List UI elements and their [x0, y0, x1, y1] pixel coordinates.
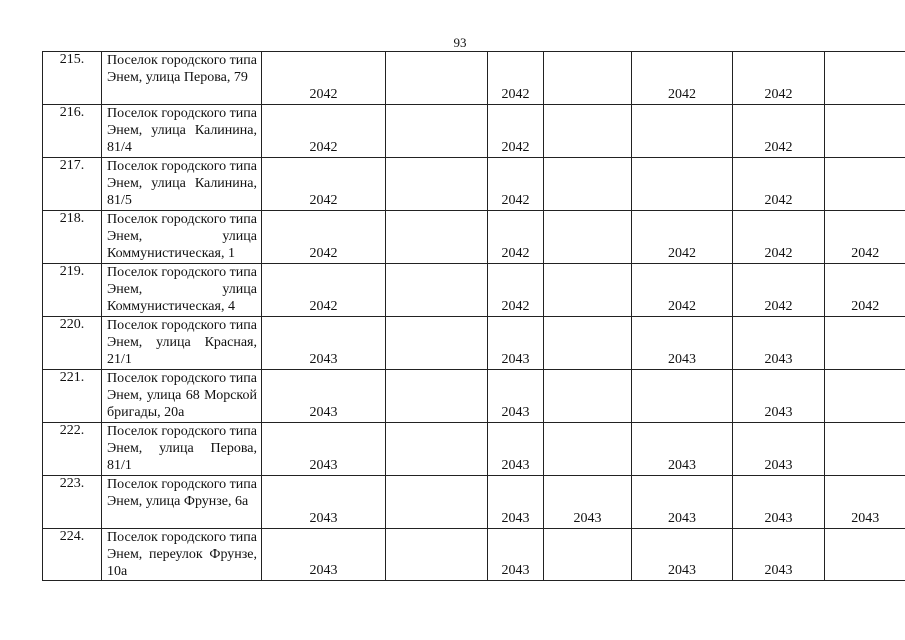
table-row	[43, 423, 905, 476]
row-number-cell: 219.	[43, 264, 102, 317]
repair-year-cell	[544, 52, 632, 105]
repair-year-cell: 2042	[632, 52, 733, 105]
table-row	[43, 529, 905, 581]
repair-year-cell: 2043	[733, 317, 825, 370]
address-cell: Поселок городского типа Энем, улица Перова, 81/1	[102, 423, 262, 476]
repair-year-cell: 2043	[632, 423, 733, 476]
row-number-cell: 223.	[43, 476, 102, 529]
repair-year-cell: 2043	[544, 476, 632, 529]
row-number-cell: 220.	[43, 317, 102, 370]
repair-year-cell: 2042	[733, 52, 825, 105]
repair-year-cell	[632, 105, 733, 158]
repair-year-cell	[544, 317, 632, 370]
table-row	[43, 211, 905, 264]
table-row	[43, 52, 905, 105]
repair-year-cell: 2043	[825, 476, 905, 529]
capital-repair-schedule-table	[42, 51, 905, 581]
address-cell: Поселок городского типа Энем, улица Коммунистическая, 1	[102, 211, 262, 264]
repair-year-cell	[544, 105, 632, 158]
repair-year-cell: 2042	[488, 105, 544, 158]
repair-year-cell	[386, 476, 488, 529]
repair-year-cell: 2043	[262, 423, 386, 476]
repair-year-cell: 2042	[733, 105, 825, 158]
repair-year-cell: 2043	[488, 423, 544, 476]
repair-year-cell: 2043	[488, 476, 544, 529]
repair-year-cell: 2042	[632, 264, 733, 317]
repair-year-cell	[825, 52, 905, 105]
repair-year-cell: 2042	[733, 264, 825, 317]
repair-year-cell: 2042	[262, 105, 386, 158]
row-number-cell: 222.	[43, 423, 102, 476]
repair-year-cell: 2043	[733, 423, 825, 476]
address-cell: Поселок городского типа Энем, улица Красная, 21/1	[102, 317, 262, 370]
table-row	[43, 264, 905, 317]
repair-year-cell: 2042	[488, 52, 544, 105]
repair-year-cell: 2042	[825, 211, 905, 264]
repair-year-cell: 2043	[733, 476, 825, 529]
address-cell: Поселок городского типа Энем, улица Перова, 79	[102, 52, 262, 105]
repair-year-cell	[386, 52, 488, 105]
repair-year-cell: 2043	[262, 317, 386, 370]
repair-year-cell: 2042	[262, 211, 386, 264]
repair-year-cell	[632, 158, 733, 211]
repair-year-cell: 2043	[488, 529, 544, 581]
page-number: 93	[453, 35, 467, 50]
table-row	[43, 370, 905, 423]
repair-year-cell: 2042	[632, 211, 733, 264]
repair-year-cell: 2043	[632, 529, 733, 581]
repair-year-cell	[544, 211, 632, 264]
repair-year-cell: 2042	[262, 52, 386, 105]
repair-year-cell: 2043	[488, 370, 544, 423]
repair-year-cell	[544, 264, 632, 317]
row-number-cell: 217.	[43, 158, 102, 211]
address-cell: Поселок городского типа Энем, переулок Фрунзе, 10а	[102, 529, 262, 581]
repair-year-cell	[544, 529, 632, 581]
table-row	[43, 317, 905, 370]
repair-year-cell	[386, 211, 488, 264]
row-number-cell: 218.	[43, 211, 102, 264]
repair-year-cell	[825, 105, 905, 158]
address-cell: Поселок городского типа Энем, улица Калинина, 81/5	[102, 158, 262, 211]
repair-year-cell: 2042	[262, 158, 386, 211]
repair-year-cell: 2043	[262, 529, 386, 581]
repair-year-cell	[386, 370, 488, 423]
repair-year-cell	[386, 529, 488, 581]
repair-year-cell: 2042	[488, 264, 544, 317]
row-number-cell: 215.	[43, 52, 102, 105]
repair-year-cell: 2042	[488, 158, 544, 211]
repair-year-cell: 2043	[262, 476, 386, 529]
repair-year-cell: 2042	[488, 211, 544, 264]
table-body	[43, 52, 905, 581]
repair-year-cell	[544, 370, 632, 423]
repair-year-cell	[544, 423, 632, 476]
row-number-cell: 224.	[43, 529, 102, 581]
row-number-cell: 216.	[43, 105, 102, 158]
repair-year-cell: 2042	[733, 211, 825, 264]
repair-year-cell: 2042	[825, 264, 905, 317]
repair-year-cell	[544, 158, 632, 211]
row-number-cell: 221.	[43, 370, 102, 423]
repair-year-cell: 2042	[262, 264, 386, 317]
repair-year-cell	[825, 423, 905, 476]
repair-year-cell: 2043	[262, 370, 386, 423]
repair-year-cell: 2043	[632, 476, 733, 529]
repair-year-cell	[386, 423, 488, 476]
repair-year-cell	[825, 158, 905, 211]
repair-year-cell	[386, 317, 488, 370]
table-row	[43, 105, 905, 158]
repair-year-cell: 2043	[733, 370, 825, 423]
repair-year-cell	[825, 370, 905, 423]
repair-year-cell: 2043	[733, 529, 825, 581]
repair-year-cell	[386, 158, 488, 211]
repair-year-cell: 2042	[733, 158, 825, 211]
address-cell: Поселок городского типа Энем, улица 68 Морской бригады, 20а	[102, 370, 262, 423]
address-cell: Поселок городского типа Энем, улица Фрунзе, 6а	[102, 476, 262, 529]
repair-year-cell	[825, 317, 905, 370]
address-cell: Поселок городского типа Энем, улица Калинина, 81/4	[102, 105, 262, 158]
address-cell: Поселок городского типа Энем, улица Коммунистическая, 4	[102, 264, 262, 317]
repair-year-cell	[386, 264, 488, 317]
repair-year-cell: 2043	[632, 317, 733, 370]
repair-year-cell	[386, 105, 488, 158]
repair-year-cell	[825, 529, 905, 581]
table-row	[43, 158, 905, 211]
table-row	[43, 476, 905, 529]
repair-year-cell: 2043	[488, 317, 544, 370]
repair-year-cell	[632, 370, 733, 423]
